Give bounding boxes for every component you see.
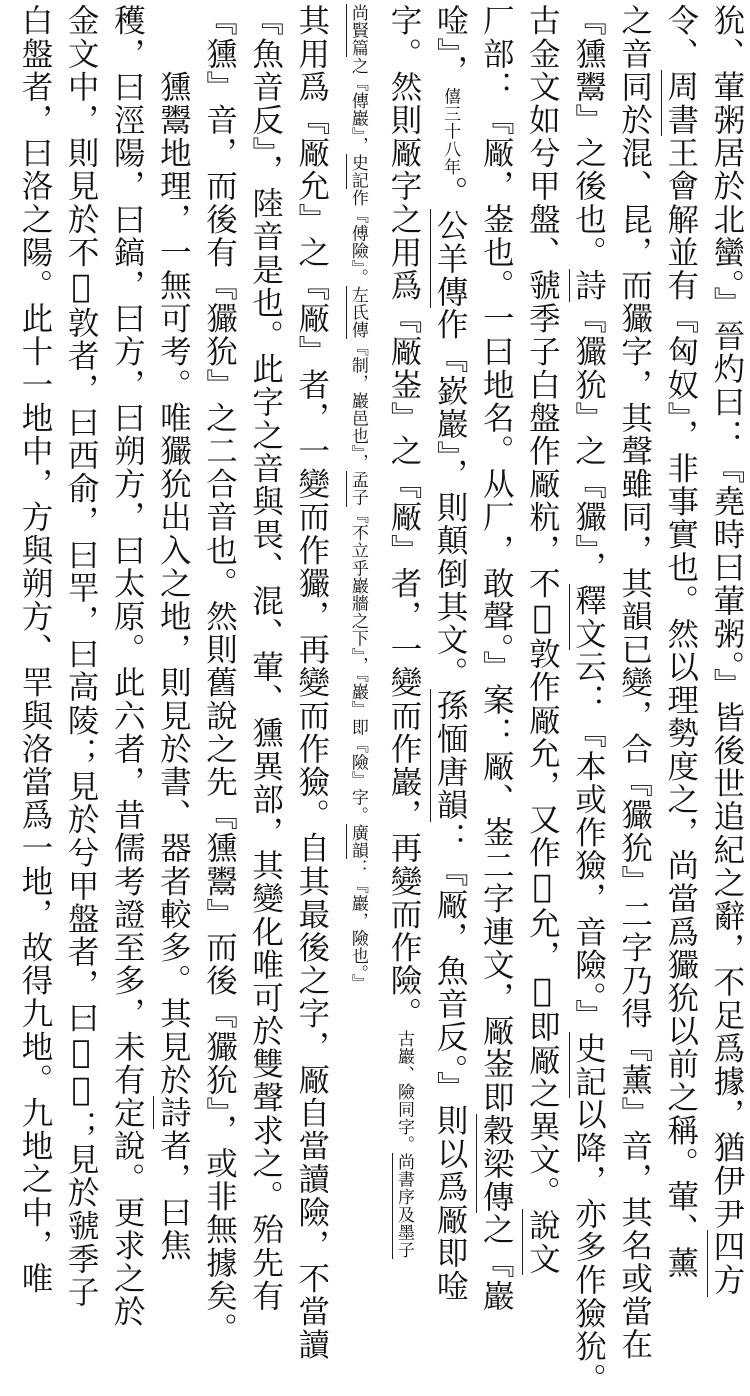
text-run: 獯鬻地理，一無可考。唯玁狁出入之地，則見於書、器者較多。其見於 bbox=[155, 4, 192, 1097]
text-column bbox=[566, 4, 607, 1396]
proper-name-mark: 穀梁傳 bbox=[478, 1113, 515, 1213]
proper-name-mark: 公羊傳 bbox=[432, 208, 469, 308]
text-column bbox=[427, 4, 469, 1303]
text-column bbox=[104, 4, 146, 1328]
proper-name-mark: 周書 bbox=[662, 70, 699, 137]
proper-name-mark: 史記 bbox=[347, 153, 368, 190]
text-run: 狁、葷粥居於北蠻。』晉灼曰： bbox=[708, 4, 745, 452]
text-run: 其用爲『厰允』之『厰』者，一變而作玁，再變而作獫。自其最後之字，厰自當讀險，不當讀 bbox=[293, 4, 330, 1362]
text-column bbox=[519, 4, 561, 1276]
text-column bbox=[12, 4, 53, 1295]
proper-name-mark: 孫愐唐韻 bbox=[432, 689, 469, 822]
text-run: 白盤者，曰洛之陽。此十一地中，方與朔方、䍐與洛當爲一地，故得九地。九地之中，唯 bbox=[17, 4, 53, 1295]
proper-name-mark: 詩 bbox=[155, 1096, 192, 1130]
text-column bbox=[243, 4, 284, 1313]
proper-name-mark: 孟子 bbox=[347, 471, 368, 507]
annotation-note: 『不立乎巖牆之下』，『巖』即『險』字。 bbox=[347, 506, 368, 824]
proper-name-mark: 尚賢篇 bbox=[347, 4, 368, 57]
proper-name-mark: 四方 bbox=[708, 1230, 745, 1297]
text-run: 之『巖 bbox=[478, 1212, 515, 1313]
proper-name-mark: 釋文 bbox=[570, 584, 607, 651]
text-run: 『獯鬻』之後也。 bbox=[570, 4, 607, 269]
annotation-note: ：『巖，險也。』 bbox=[347, 859, 368, 992]
text-run: 穫，曰涇陽，曰鎬，曰方，曰朔方，曰太原。此六者，昔儒考證至多，未有定說。更求之於 bbox=[109, 4, 146, 1328]
annotation-note: 古巖、險同字。 bbox=[394, 1030, 414, 1154]
annotation-note: 之『傳巖』， bbox=[347, 56, 368, 154]
text-run: 『魚音反』，陸音是也。此字之音與畏、混、葷、獯異部，其變化唯可於雙聲求之。殆先有 bbox=[247, 4, 284, 1313]
text-column bbox=[150, 4, 192, 1262]
text-run: 金文中，則見於不𡺃敦者，曰西俞，曰䍐，曰高陵；見於兮甲盤者，曰𦉵𢊁；見於虢季子 bbox=[63, 4, 100, 1309]
text-run: ： bbox=[432, 821, 469, 855]
text-run: 作『嶔巖』，則顛倒其文。 bbox=[432, 307, 469, 690]
text-run: 以降，亦多作獫狁。 bbox=[570, 1097, 607, 1396]
text-run: 王會解並有『匈奴』，非事實也。然以理勢度之，尚當爲玁狁以前之稱。葷、薰 bbox=[662, 136, 699, 1280]
proper-name-mark: 說文 bbox=[524, 1209, 561, 1276]
text-column bbox=[658, 4, 699, 1280]
text-column bbox=[289, 4, 330, 1362]
text-run: 者，曰焦 bbox=[155, 1129, 192, 1262]
proper-name-mark: 左氏傳 bbox=[347, 286, 368, 340]
annotation-note: 僖三十八年 bbox=[440, 87, 461, 176]
text-run: 『堯時曰葷粥。』皆後世追紀之辭，不足爲據，猶伊尹 bbox=[708, 451, 745, 1231]
text-run: 。 bbox=[432, 175, 469, 209]
proper-name-mark: 廣韻 bbox=[347, 823, 368, 860]
text-column bbox=[197, 4, 238, 1346]
text-column bbox=[704, 4, 745, 1297]
text-column bbox=[381, 4, 422, 1259]
text-run: 『獯』音，而後有『玁狁』之二合音也。然則舊說之先『獯鬻』而後『玁狁』，或非無據矣。 bbox=[201, 4, 238, 1346]
text-run: 字。然則厰字之用爲『厰崟』之『厰』者，一變而作巖，再變而作險。 bbox=[386, 4, 422, 1031]
text-run: 之音同於混、昆，而玁字，其聲雖同，其韻已變，合『玁狁』二字乃得『薰』音，其名或當在 bbox=[616, 4, 653, 1362]
text-column bbox=[473, 4, 515, 1313]
proper-name-mark: 尚書序及墨子 bbox=[394, 1153, 414, 1259]
text-run: 『厰，魚音反。』則以爲厰即唫 bbox=[432, 854, 469, 1303]
text-run: 古金文如兮甲盤、虢季子白盤作厰粇，不𡺃敦作厰允，又作𢧟允，𢧟即厰之異文。 bbox=[524, 4, 561, 1210]
proper-name-mark: 詩 bbox=[570, 268, 607, 302]
annotation-note: 『制，巖邑也』， bbox=[347, 339, 368, 472]
text-run: 唫』， bbox=[432, 4, 469, 88]
text-run: 厂部： bbox=[478, 4, 515, 104]
text-column bbox=[58, 4, 100, 1309]
annotation-note: 作『傅險』。 bbox=[347, 189, 368, 287]
text-run: 令、 bbox=[662, 4, 699, 71]
text-run: 『厰，崟也。一曰地名。从厂，敢聲。』案：厰、崟二字連文，厰崟即 bbox=[478, 103, 515, 1114]
text-column bbox=[335, 4, 373, 1108]
proper-name-mark: 史記 bbox=[570, 1031, 607, 1098]
text-run: 云：『本或作獫，音險。』 bbox=[570, 650, 607, 1032]
text-run: 『玁狁』之『玁』， bbox=[570, 301, 607, 585]
text-column bbox=[612, 4, 653, 1362]
